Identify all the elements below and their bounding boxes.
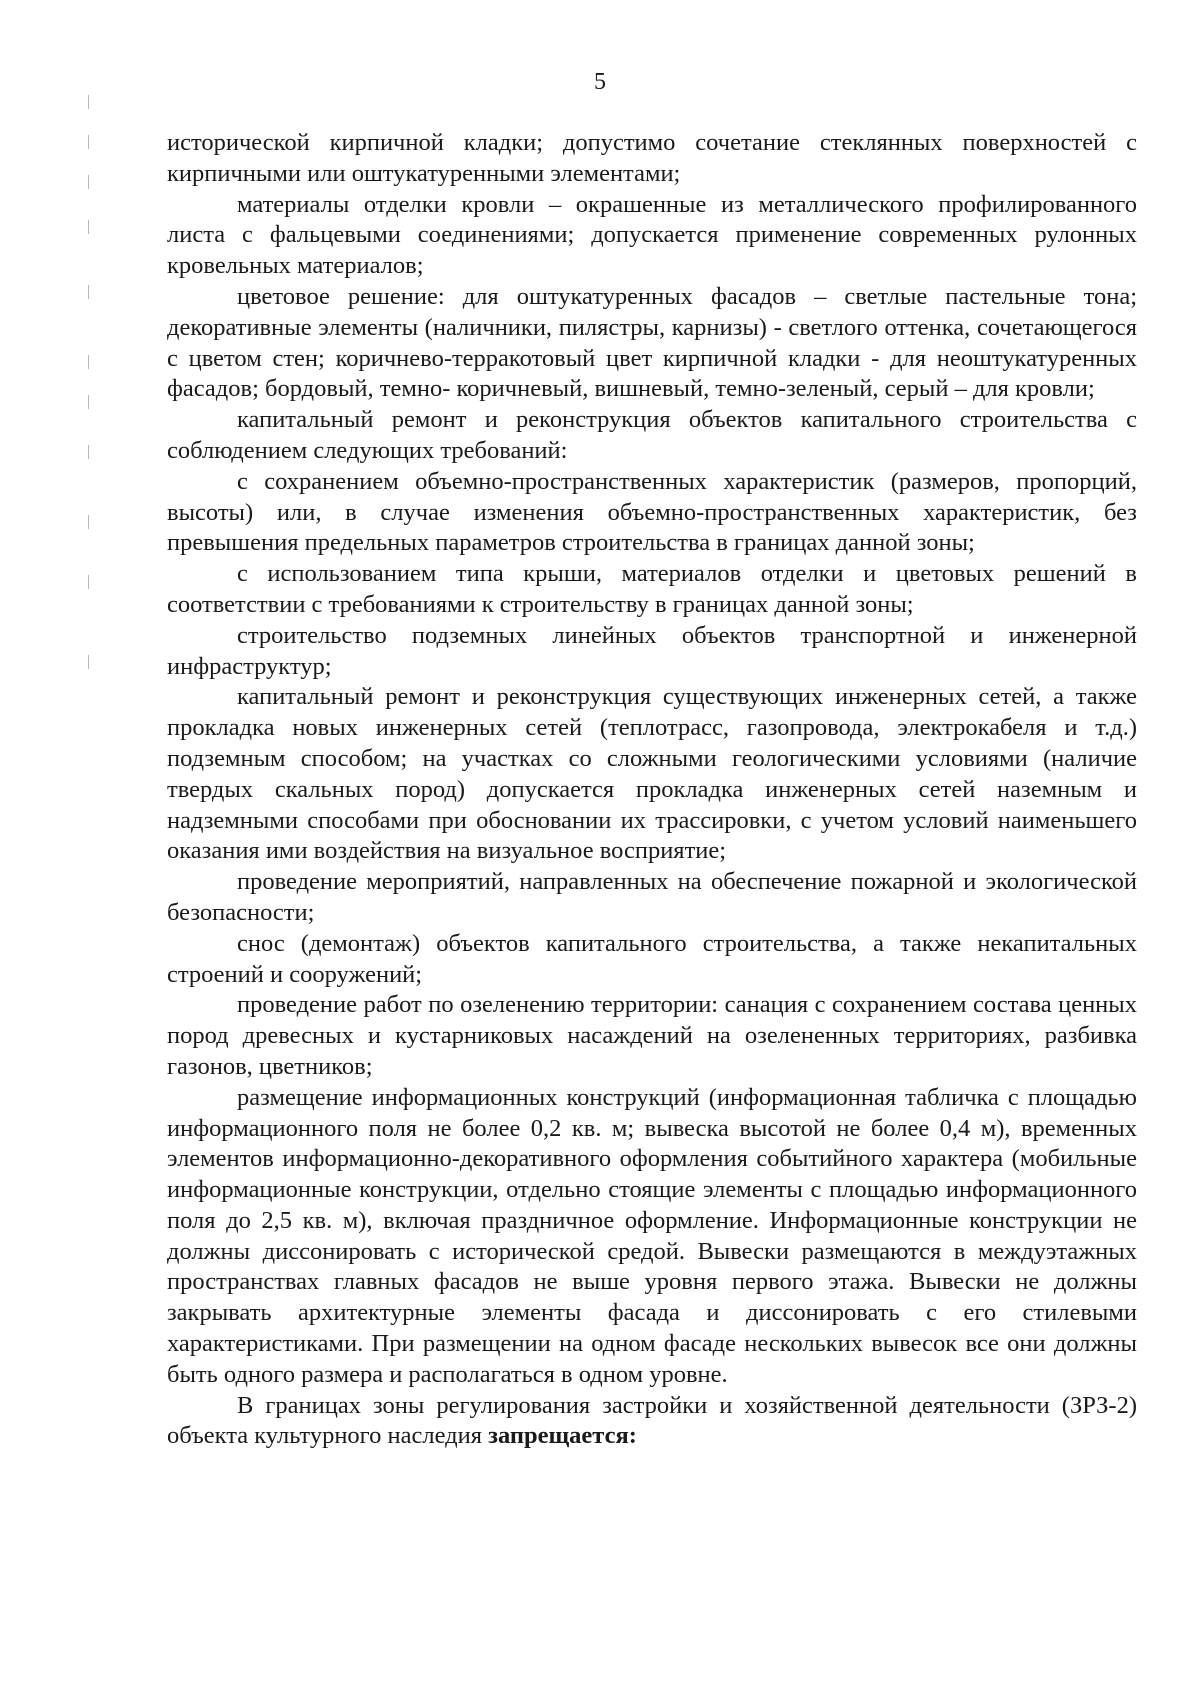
paragraph: снос (демонтаж) объектов капитального строительства, а также некапитальных строений и сооружений; [167, 929, 1137, 988]
paragraph: цветовое решение: для оштукатуренных фасадов – светлые пастельные тона; декоративные элементы (наличники, пилястры, карнизы) - светлого оттенка, сочетающегося с цветом стен; коричнево-терракотовый цвет кирпичной кладки - для неоштукатуренных фасадов; бордовый, темно- коричневый, вишневый, темно-зеленый, серый – для кровли; [167, 282, 1137, 403]
paragraph: проведение работ по озеленению территории: санация с сохранением состава ценных пород древесных и кустарниковых насаждений на озелененных территориях, разбивка газонов, цветников; [167, 991, 1137, 1080]
paragraph: с сохранением объемно-пространственных характеристик (размеров, пропорций, высоты) или, в случае изменения объемно-пространственных характеристик, без превышения предельных параметров строительства в границах данной зоны; [167, 467, 1137, 557]
prohibited-heading: запрещается: [488, 1422, 637, 1450]
paragraph: капитальный ремонт и реконструкция существующих инженерных сетей, а также прокладка новых инженерных сетей (теплотрасс, газопровода, электрокабеля и т.д.) подземным способом; на участках со сложными геологическими условиями (наличие твердых скальных пород) допускается прокладка инженерных сетей наземным и надземными способами при обосновании их трассировки, с учетом условий наименьшего оказания ими воздействия на визуальное восприятие; [167, 683, 1137, 865]
page-number: 5 [594, 69, 606, 95]
paragraph: капитальный ремонт и реконструкция объектов капитального строительства с соблюдением следующих требований: [167, 406, 1137, 464]
final-paragraph [167, 1391, 1137, 1453]
paragraph: проведение мероприятий, направленных на обеспечение пожарной и экологической безопасности; [167, 868, 1137, 926]
final-paragraph-text: В границах зоны регулирования застройки и хозяйственной деятельности (ЗРЗ-2) объекта культурного наследия [167, 1391, 1137, 1450]
paragraph: материалы отделки кровли – окрашенные из металлического профилированного листа с фальцевыми соединениями; допускается применение современных рулонных кровельных материалов; [167, 190, 1137, 280]
document-body [167, 128, 1137, 1452]
paragraph: строительство подземных линейных объектов транспортной и инженерной инфраструктур; [167, 621, 1137, 680]
paragraph: с использованием типа крыши, материалов отделки и цветовых решений в соответствии с требованиями к строительству в границах данной зоны; [167, 560, 1137, 618]
binding-marks [88, 95, 92, 695]
paragraph: размещение информационных конструкций (информационная табличка с площадью информационного поля не более 0,2 кв. м; вывеска высотой не более 0,4 м), временных элементов информационно-декоративного оформления событийного характера (мобильные информационные конструкции, отдельно стоящие элементы с площадью информационного поля до 2,5 кв. м), включая праздничное оформление. Информационные конструкции не должны диссонировать с исторической средой. Вывески размещаются в междуэтажных пространствах главных фасадов не выше уровня первого этажа. Вывески не должны закрывать архитектурные элементы фасада и диссонировать с его стилевыми характеристиками. При размещении на одном фасаде нескольких вывесок все они должны быть одного размера и располагаться в одном уровне. [167, 1083, 1137, 1388]
paragraph: исторической кирпичной кладки; допустимо сочетание стеклянных поверхностей с кирпичными или оштукатуренными элементами; [167, 129, 1137, 187]
